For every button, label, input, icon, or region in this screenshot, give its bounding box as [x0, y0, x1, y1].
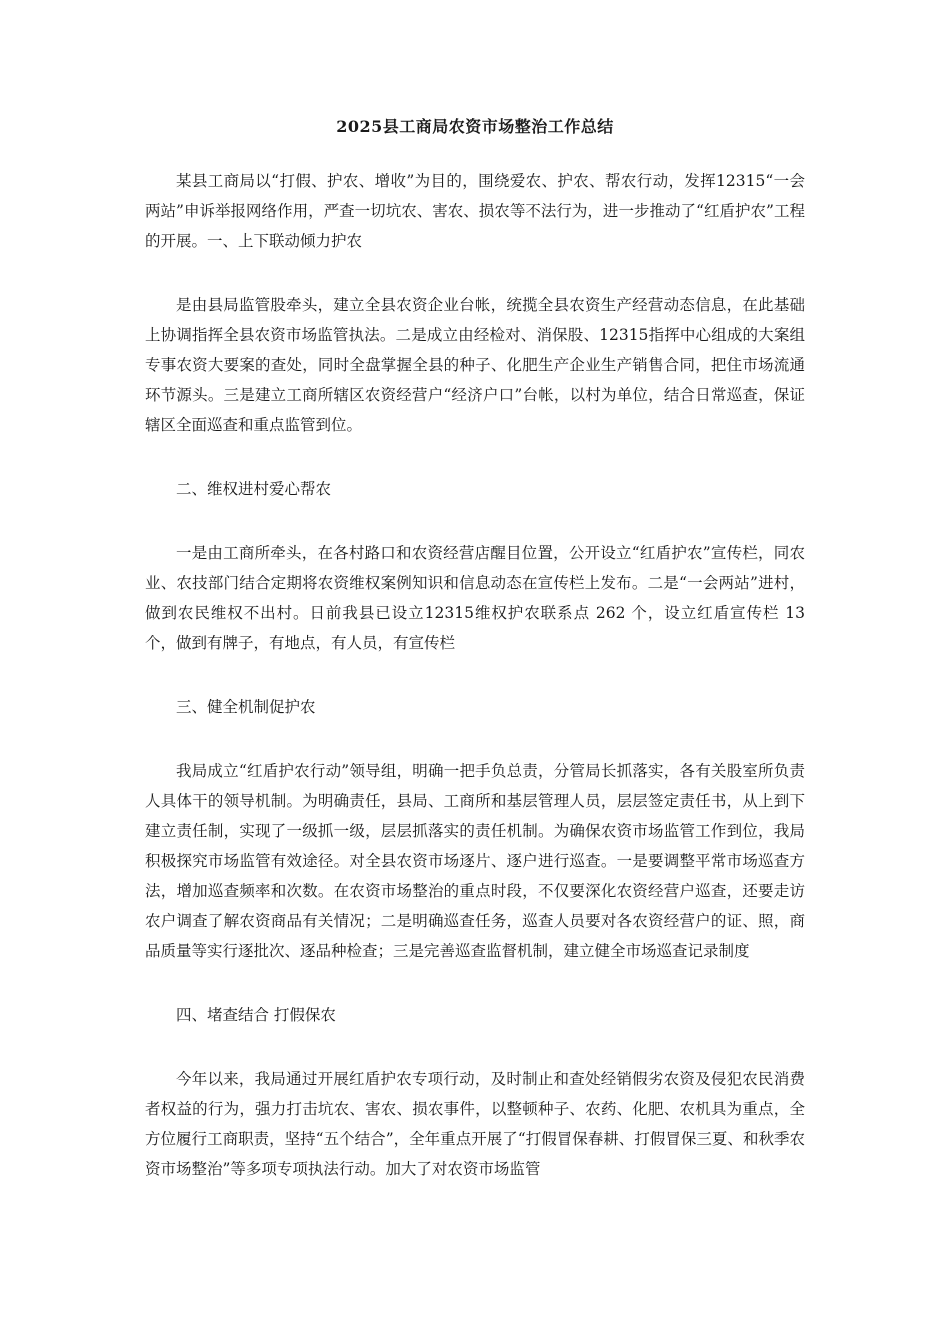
paragraph-section-4: 今年以来，我局通过开展红盾护农专项行动，及时制止和查处经销假劣农资及侵犯农民消费者权益的行为，强力打击坑农、害农、损农事件，以整顿种子、农药、化肥、农机具为重点，全方位履行工商职责，坚持“五个结合”，全年重点开展了“打假冒保春耕、打假冒保三夏、和秋季农资市场整治”等多项专项执法行动。加大了对农资市场监管 — [145, 1070, 805, 1178]
document-body — [145, 166, 805, 1218]
paragraph-section-1: 是由县局监管股牵头，建立全县农资企业台帐，统揽全县农资生产经营动态信息，在此基础上协调指挥全县农资市场监管执法。二是成立由经检对、消保股、12315指挥中心组成的大案组专事农资大要案的查处，同时全盘掌握全县的种子、化肥生产企业生产销售合同，把住市场流通环节源头。三是建立工商所辖区农资经营户“经济户口”台帐，以村为单位，结合日常巡查，保证辖区全面巡查和重点监管到位。 — [145, 296, 805, 434]
section-heading-3: 三、健全机制促护农 — [176, 698, 316, 716]
paragraph-section-3: 我局成立“红盾护农行动”领导组，明确一把手负总责，分管局长抓落实，各有关股室所负责人具体干的领导机制。为明确责任，县局、工商所和基层管理人员，层层签定责任书，从上到下建立责任制，实现了一级抓一级，层层抓落实的责任机制。为确保农资市场监管工作到位，我局积极探究市场监管有效途径。对全县农资市场逐片、逐户进行巡查。一是要调整平常市场巡查方法，增加巡查频率和次数。在农资市场整治的重点时段，不仅要深化农资经营户巡查，还要走访农户调查了解农资商品有关情况；二是明确巡查任务，巡查人员要对各农资经营户的证、照，商品质量等实行逐批次、逐品种检查；三是完善巡查监督机制，建立健全市场巡查记录制度 — [145, 762, 805, 960]
section-heading-4: 四、堵查结合 打假保农 — [176, 1006, 336, 1024]
paragraph-section-2: 一是由工商所牵头，在各村路口和农资经营店醒目位置，公开设立“红盾护农”宣传栏，同农业、农技部门结合定期将农资维权案例知识和信息动态在宣传栏上发布。二是“一会两站”进村，做到农民维权不出村。日前我县已设立12315维权护农联系点 262 个，设立红盾宣传栏 13 个，做到有牌子，有地点，有人员，有宣传栏 — [145, 544, 805, 652]
paragraph-intro: 某县工商局以“打假、护农、增收”为目的，围绕爱农、护农、帮农行动，发挥12315“一会两站”申诉举报网络作用，严查一切坑农、害农、损农等不法行为，进一步推动了“红盾护农”工程的开展。一、上下联动倾力护农 — [145, 172, 805, 250]
section-heading-2: 二、维权进村爱心帮农 — [176, 480, 332, 498]
document-title: 2025县工商局农资市场整治工作总结 — [336, 117, 614, 136]
